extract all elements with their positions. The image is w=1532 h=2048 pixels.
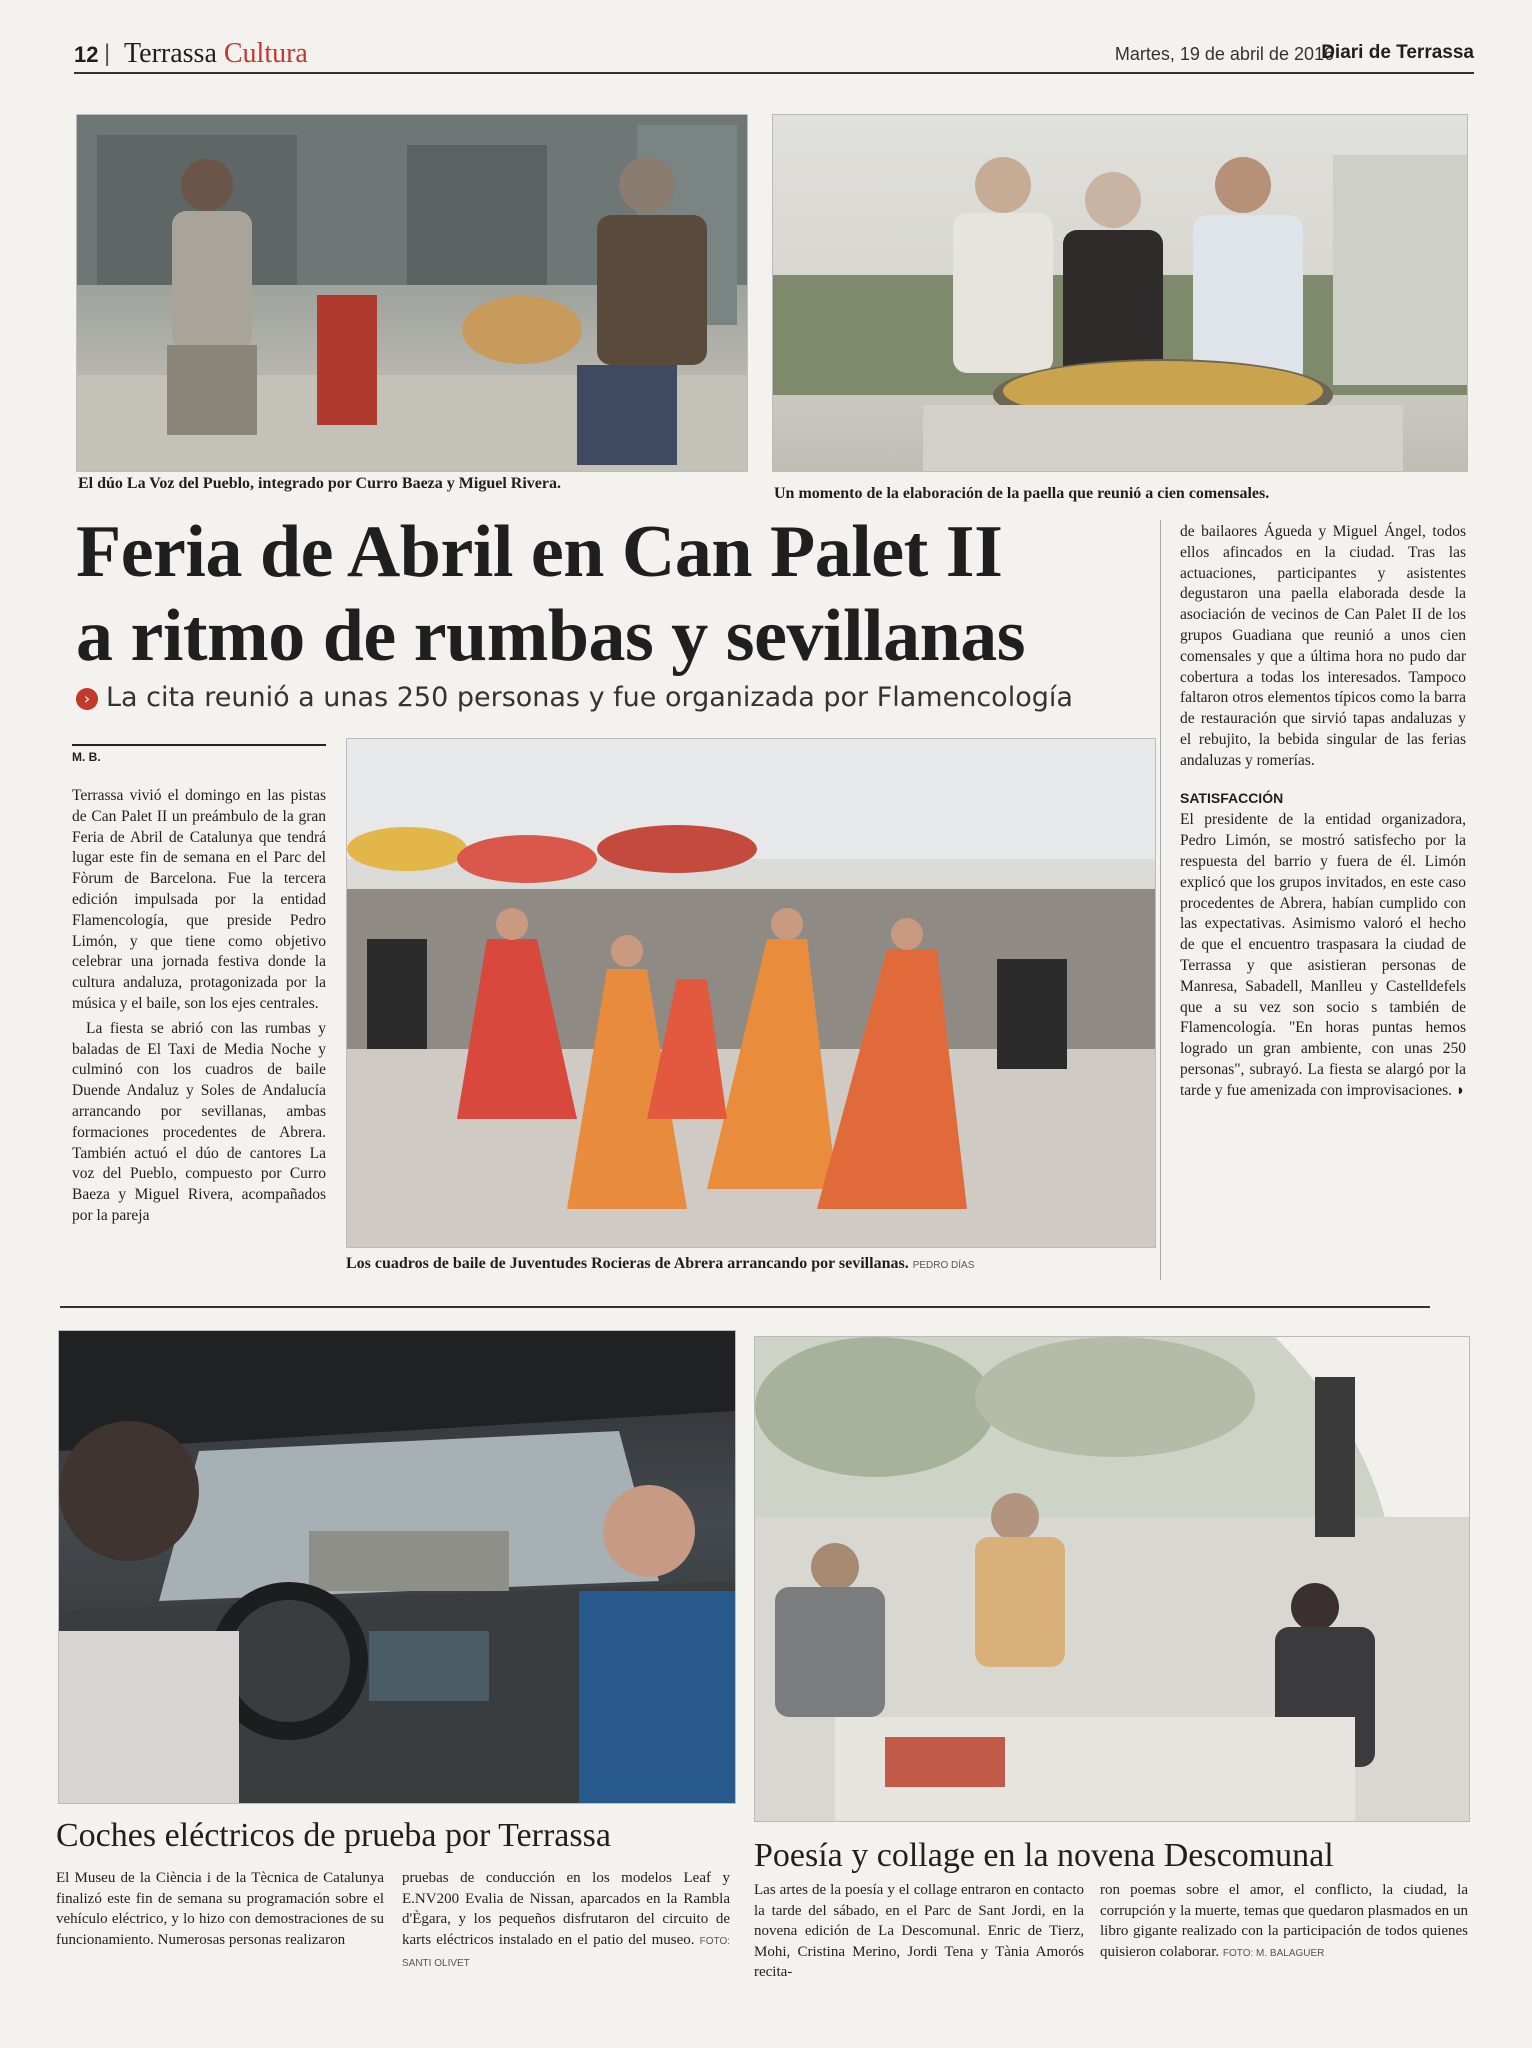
headline-line-1: Feria de Abril en Can Palet II (76, 511, 1003, 593)
photo2-caption: Un momento de la elaboración de la paella que reunió a cien comensales. (774, 485, 1270, 502)
photo-poetry-collage (754, 1336, 1470, 1822)
photo3-credit: PEDRO DÍAS (912, 1260, 975, 1271)
photo3-caption (346, 1254, 1154, 1276)
right-paragraph-2 (1180, 810, 1466, 1101)
photo-duo-la-voz-del-pueblo (76, 114, 748, 472)
headline-line-2: a ritmo de rumbas y sevillanas (76, 595, 1026, 677)
right-column (1180, 522, 1466, 1106)
issue-date: Martes, 19 de abril de 2016 (1114, 44, 1334, 64)
end-mark-icon: ◗ (1455, 1081, 1466, 1099)
cars-paragraph-2 (402, 1868, 730, 1975)
satisfaccion-subhead: SATISFACCIÓN (1180, 789, 1284, 806)
main-headline (76, 510, 1136, 678)
photo-electric-car (58, 1330, 736, 1804)
poetry-paragraph-1: Las artes de la poesía y el collage entraron en contacto la tarde del sábado, en el Parc de Sant Jordi, en la novena edición de La Descomunal. Enric de Tierz, Mohi, Cristina Merino, Jordi Tena y Tània Amorós recita- (754, 1882, 1084, 1980)
poetry-paragraph-2 (1100, 1880, 1468, 1964)
poetry-paragraph-2-text: ron poemas sobre el amor, el conflicto, la ciudad, la corrupción y la muerte, temas que quedaron plasmados en un libro gigante realizado con la participación de todos quienes quisieron colaborar. (1100, 1882, 1468, 1960)
right-paragraph-2-text: El presidente de la entidad organizadora, Pedro Limón, se mostró satisfecho por la respuesta del barrio y fuera de él. Limón explicó que los grupos invitados, en este caso procedentes de Abrera, habían cumplido con las expectativas. Asimismo valoró el hecho de que el encuentro traspasara la ciudad de Terrassa y que asistieran personas de Manresa, Sabadell, Manlleu y Castelldefels que a su vez son socio s también de Flamencología. "En horas puntas hemos logrado un gran ambiente, con unas 250 personas", subrayó. La fiesta se alargó por la tarde y fue amenizada con improvisaciones. (1180, 811, 1466, 1099)
publication-name: Diari de Terrassa (1321, 42, 1474, 63)
poetry-column-2 (1100, 1880, 1468, 1968)
paella-illustration (773, 115, 1467, 471)
bullet-arrow-icon: › (76, 688, 98, 710)
section-name: Cultura (223, 38, 308, 69)
car-interior-illustration (59, 1331, 735, 1803)
byline: M. B. (72, 744, 326, 764)
cars-column-2 (402, 1868, 730, 1979)
photo-paella (772, 114, 1468, 472)
page-number: 12 (74, 42, 99, 67)
photo1-caption: El dúo La Voz del Pueblo, integrado por Curro Baeza y Miguel Rivera. (78, 475, 561, 492)
subheadline-text: La cita reunió a unas 250 personas y fue organizada por Flamencología (106, 682, 1073, 713)
cars-headline: Coches eléctricos de prueba por Terrassa (56, 1817, 611, 1854)
cars-column-1 (56, 1868, 384, 1954)
cars-paragraph-2-text: pruebas de conducción en los modelos Leaf y E.NV200 Evalia de Nissan, aparcados en la Rambla d'Ègara, y los pequeños disfrutaron del circuito de karts eléctricos instalado en el patio del museo. (402, 1870, 730, 1948)
column-divider (1160, 520, 1161, 1280)
section-place: Terrassa (124, 38, 217, 69)
cars-paragraph-1: El Museu de la Ciència i de la Tècnica de Catalunya finalizó este fin de semana su programación sobre el vehículo eléctrico, y lo hizo con demostraciones de su funcionamiento. Numerosas personas realizaron (56, 1870, 384, 1948)
poetry-photo-credit: FOTO: M. BALAGUER (1222, 1947, 1325, 1959)
right-paragraph-1: de bailaores Águeda y Miguel Ángel, todos ellos afincados en la ciudad. Tras las actuaciones, participantes y asistentes degustaron una paella elaborada desde la asociación de vecinos de Can Palet II de los grupos Guadiana que reunió a unos cien comensales y que a última hora no pudo dar cobertura a todas los interesados. Tampoco faltaron otros elementos típicos como la barra de restauración que sirvió tapas andaluzas y el rebujito, la bebida singular de las ferias andaluzas y romerías. (1180, 523, 1466, 769)
poetry-column-1 (754, 1880, 1084, 1987)
header-separator: | (104, 40, 111, 67)
photo-flamenco-dancers (346, 738, 1156, 1248)
section-label (124, 38, 308, 70)
poetry-headline: Poesía y collage en la novena Descomunal (754, 1837, 1334, 1874)
dancers-illustration (347, 739, 1155, 1247)
section-divider (60, 1306, 1430, 1308)
cars-photo-credit: FOTO: SANTI OLIVET (402, 1935, 730, 1969)
left-column (72, 786, 326, 1231)
photo3-caption-text: Los cuadros de baile de Juventudes Rocieras de Abrera arrancando por sevillanas. (346, 1255, 909, 1272)
left-paragraph-1: Terrassa vivió el domingo en las pistas de Can Palet II un preámbulo de la gran Feria de Abril de Catalunya que tendrá lugar este fin de semana en el Parc del Fòrum de Barcelona. Fue la tercera edición impulsada por la entidad Flamencología, que preside Pedro Limón, y que tiene como objetivo celebrar una jornada festiva donde la cultura andaluza, protagonizada por la música y el baile, son los ejes centrales. (72, 787, 326, 1012)
page-header (74, 38, 1474, 74)
subheadline (76, 682, 1076, 713)
collage-illustration (755, 1337, 1469, 1821)
left-paragraph-2: La fiesta se abrió con las rumbas y baladas de El Taxi de Media Noche y culminó con los cuadros de baile Duende Andaluz y Soles de Andalucía arrancando por sevillanas, ambas formaciones procedentes de Abrera. También actuó el dúo de cantores La voz del Pueblo, compuesto por Curro Baeza y Miguel Rivera, acompañados por la pareja (72, 1019, 326, 1224)
duo-illustration (77, 115, 747, 471)
